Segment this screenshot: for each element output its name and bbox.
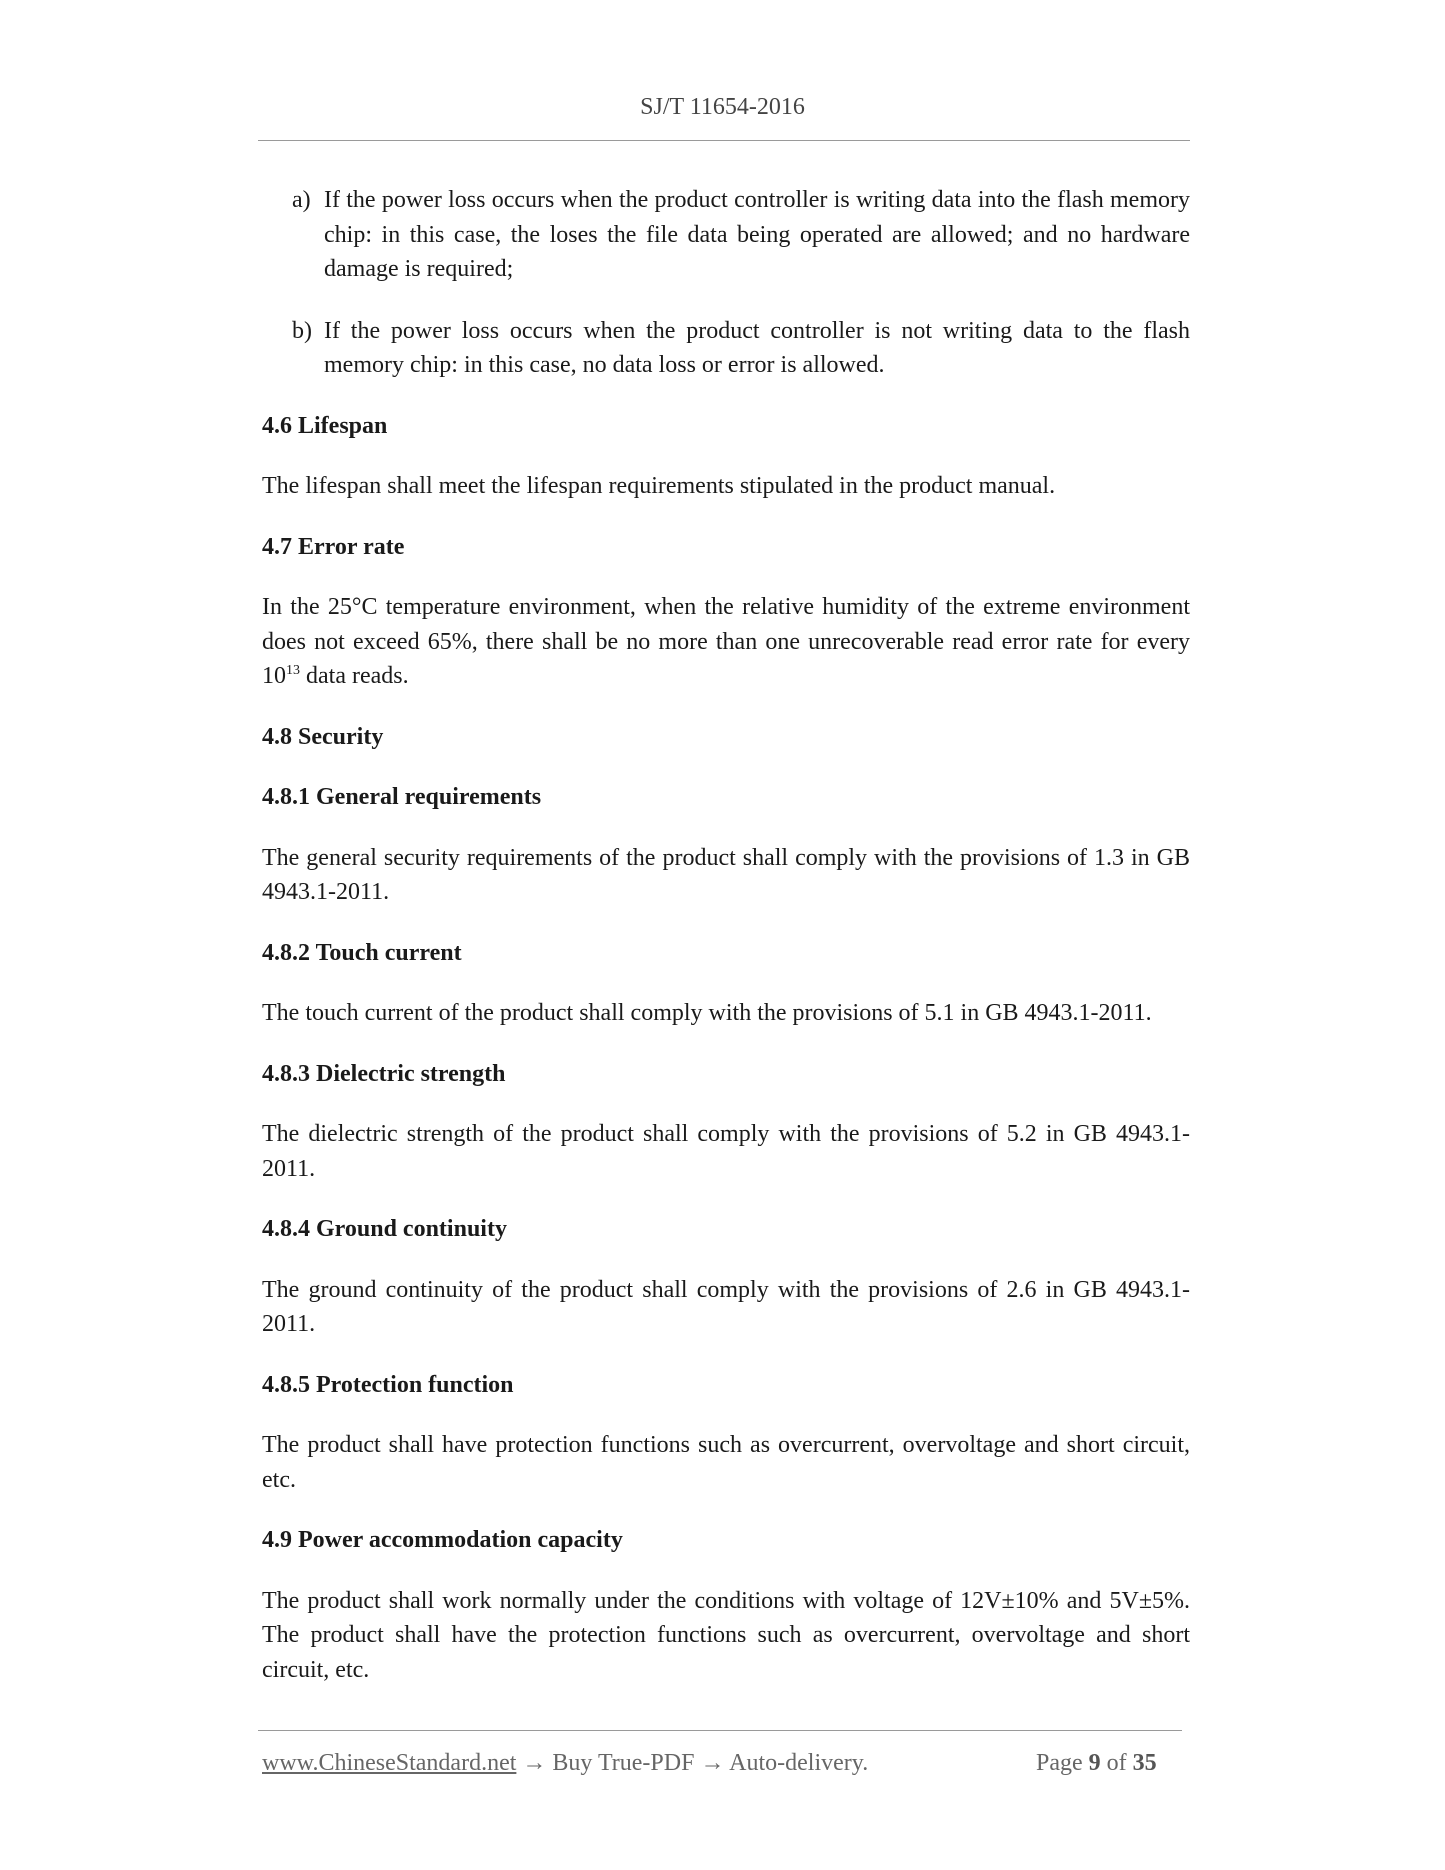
section-heading: 4.8.4 Ground continuity [262, 1216, 507, 1242]
list-item-text: If the power loss occurs when the product controller is not writing data to the flash memory chip: in this case, no data loss or error is allowed. [324, 317, 1190, 378]
arrow-right-icon: → [522, 1750, 547, 1776]
section-heading: 4.8.3 Dielectric strength [262, 1060, 506, 1087]
list-item [262, 314, 1190, 383]
section-body: The lifespan shall meet the lifespan requirements stipulated in the product manual. [262, 473, 1056, 499]
section-body: The product shall work normally under the conditions with voltage of 12V±10% and 5V±5%. The product shall have the protection functions such as overcurrent, overvoltage and short circuit, etc. [262, 1587, 1190, 1683]
section-heading: 4.9 Power accommodation capacity [262, 1527, 623, 1553]
section-body: The touch current of the product shall comply with the provisions of 5.1 in GB 4943.1-2011. [262, 1000, 1152, 1026]
header-divider [258, 140, 1190, 141]
footer-text: Buy True-PDF [552, 1750, 695, 1776]
website-link[interactable]: www.ChineseStandard.net [262, 1750, 517, 1776]
list-marker: b) [292, 317, 312, 344]
list-marker: a) [292, 187, 311, 213]
section-body [262, 590, 1190, 694]
document-header: SJ/T 11654-2016 [640, 94, 805, 120]
page-content [262, 183, 1190, 1713]
page-label: Page [1036, 1750, 1083, 1776]
arrow-right-icon: → [700, 1750, 725, 1776]
section-body: The ground continuity of the product shall comply with the provisions of 2.6 in GB 4943.1-2011. [262, 1276, 1190, 1337]
footer-links [262, 1750, 868, 1777]
page-number: 9 [1088, 1750, 1101, 1776]
footer-text: Auto-delivery. [729, 1750, 869, 1776]
section-heading: 4.8.5 Protection function [262, 1371, 514, 1398]
body-text: data reads. [300, 663, 409, 689]
section-heading: 4.7 Error rate [262, 533, 405, 560]
body-text: In the 25°C temperature environment, when the relative humidity of the extreme environment does not exceed 65%, there shall be no more than one unrecoverable read error rate for every [262, 594, 1190, 655]
page-indicator [1036, 1750, 1157, 1777]
of-label: of [1106, 1750, 1127, 1776]
section-body: The product shall have protection functions such as overcurrent, overvoltage and short circuit, etc. [262, 1432, 1190, 1493]
section-heading: 4.8.1 General requirements [262, 784, 542, 810]
section-body: The general security requirements of the product shall comply with the provisions of 1.3 in GB 4943.1-2011. [262, 844, 1190, 905]
section-heading: 4.8.2 Touch current [262, 939, 462, 966]
section-body: The dielectric strength of the product shall comply with the provisions of 5.2 in GB 4943.1-2011. [262, 1121, 1190, 1182]
exponent: 13 [286, 663, 300, 678]
page-total: 35 [1132, 1750, 1157, 1776]
list-item [262, 183, 1190, 287]
list-item-text: If the power loss occurs when the product controller is writing data into the flash memory chip: in this case, the loses the file data being operated are allowed; and no hardware damage is required; [324, 187, 1190, 282]
section-heading: 4.6 Lifespan [262, 412, 388, 439]
exponent-base: 10 [262, 663, 286, 689]
footer-divider [258, 1730, 1182, 1731]
section-heading: 4.8 Security [262, 723, 384, 750]
